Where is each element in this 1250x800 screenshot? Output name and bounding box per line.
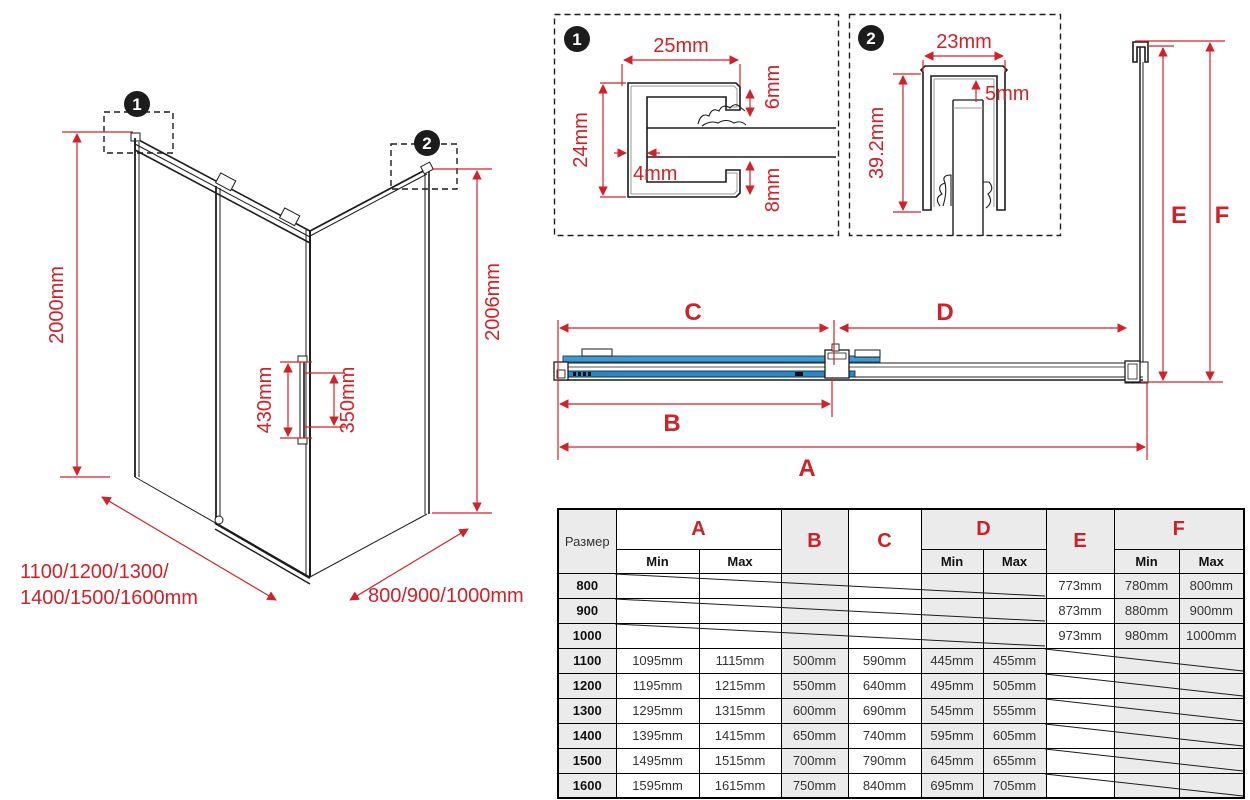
size-cell: 900 <box>558 598 616 623</box>
cell: 973mm <box>1046 623 1114 648</box>
dim-a-label: A <box>798 455 816 482</box>
cell: 1295mm <box>616 698 699 723</box>
dim-350-label: 350mm <box>337 366 359 434</box>
detail1-profile-view <box>550 10 845 240</box>
cell <box>616 573 699 598</box>
cell: 1415mm <box>699 723 781 748</box>
plan-dimensions <box>558 299 1147 482</box>
cell <box>1114 648 1179 673</box>
cell: 645mm <box>921 748 983 773</box>
d-min-header: Min <box>921 549 983 573</box>
table-row <box>558 773 1244 798</box>
cell: 1115mm <box>699 648 781 673</box>
size-cell: 1400 <box>558 723 616 748</box>
cell: 740mm <box>848 723 921 748</box>
cell <box>616 598 699 623</box>
cell <box>699 598 781 623</box>
size-cell: 1500 <box>558 748 616 773</box>
col-e-header: E <box>1046 509 1114 573</box>
cell: 1095mm <box>616 648 699 673</box>
marker1-number: 1 <box>132 95 142 114</box>
col-a-header: A <box>616 509 781 549</box>
cell: 1000mm <box>1179 623 1244 648</box>
sliding-glass-plan <box>565 371 855 377</box>
cell: 600mm <box>781 698 848 723</box>
cell <box>1114 698 1179 723</box>
dim-2000-label: 2000mm <box>46 266 68 344</box>
cell: 1595mm <box>616 773 699 798</box>
cell <box>921 598 983 623</box>
cell: 1195mm <box>616 673 699 698</box>
cell <box>1179 648 1244 673</box>
cell <box>1114 673 1179 698</box>
dim-23-label: 23mm <box>936 31 992 53</box>
cell <box>983 623 1046 648</box>
cell <box>699 623 781 648</box>
table-row <box>558 748 1244 773</box>
cell: 545mm <box>921 698 983 723</box>
f-max-header: Max <box>1179 549 1244 573</box>
dim-d-label: D <box>936 299 954 326</box>
cell <box>1046 698 1114 723</box>
cell <box>1046 748 1114 773</box>
dim-f-label: F <box>1214 202 1230 229</box>
cell: 605mm <box>983 723 1046 748</box>
col-b-header: B <box>781 509 848 573</box>
f-min-header: Min <box>1114 549 1179 573</box>
cell <box>781 573 848 598</box>
dim-2000 <box>46 132 133 477</box>
cell <box>921 623 983 648</box>
cell <box>1046 723 1114 748</box>
size-cell: 1000 <box>558 623 616 648</box>
header-row <box>558 509 1244 549</box>
cell: 1515mm <box>699 748 781 773</box>
dim-2006 <box>432 169 504 513</box>
cell: 495mm <box>921 673 983 698</box>
col-d-header: D <box>921 509 1046 549</box>
cell <box>1114 723 1179 748</box>
cell: 800mm <box>1179 573 1244 598</box>
cell: 505mm <box>983 673 1046 698</box>
cell: 840mm <box>848 773 921 798</box>
detail1-badge: 1 <box>572 30 582 49</box>
detail2-marker <box>391 130 457 189</box>
table-row <box>558 648 1244 673</box>
cell <box>983 598 1046 623</box>
size-cell: 1200 <box>558 673 616 698</box>
cell <box>699 573 781 598</box>
table-row <box>558 698 1244 723</box>
dim-4-label: 4mm <box>633 163 678 185</box>
marker2-number: 2 <box>422 134 432 153</box>
a-max-header: Max <box>699 549 781 573</box>
dim-5-label: 5mm <box>985 83 1030 105</box>
a-min-header: Min <box>616 549 699 573</box>
cell <box>1179 723 1244 748</box>
cell <box>1114 773 1179 798</box>
size-cell: 1600 <box>558 773 616 798</box>
cell: 595mm <box>921 723 983 748</box>
isometric-view <box>0 0 545 660</box>
cell <box>1046 648 1114 673</box>
cell: 900mm <box>1179 598 1244 623</box>
cell: 700mm <box>781 748 848 773</box>
cell: 705mm <box>983 773 1046 798</box>
cell: 1215mm <box>699 673 781 698</box>
track-assembly <box>554 344 1143 382</box>
cell <box>1179 773 1244 798</box>
cell: 455mm <box>983 648 1046 673</box>
size-table-container <box>557 508 1243 799</box>
size-cell: 1100 <box>558 648 616 673</box>
dim-b-label: B <box>663 410 681 437</box>
cell: 873mm <box>1046 598 1114 623</box>
cell: 640mm <box>848 673 921 698</box>
dim-39-label: 39.2mm <box>866 106 888 180</box>
size-cell: 1300 <box>558 698 616 723</box>
cell <box>781 623 848 648</box>
plan-view <box>545 290 1250 495</box>
cell: 590mm <box>848 648 921 673</box>
door-bottom-rail <box>215 516 310 584</box>
cell: 695mm <box>921 773 983 798</box>
cell: 1495mm <box>616 748 699 773</box>
dim-c-label: C <box>684 299 702 326</box>
d-max-header: Max <box>983 549 1046 573</box>
size-table <box>557 508 1245 799</box>
cell: 445mm <box>921 648 983 673</box>
dim-8-label: 8mm <box>762 167 784 213</box>
table-row <box>558 598 1244 623</box>
cell <box>848 598 921 623</box>
col-c-header: C <box>848 509 921 573</box>
cell <box>616 623 699 648</box>
cell: 650mm <box>781 723 848 748</box>
cell <box>1114 748 1179 773</box>
cell <box>921 573 983 598</box>
dim-widths <box>20 497 524 609</box>
cell: 690mm <box>848 698 921 723</box>
cell: 550mm <box>781 673 848 698</box>
dim-2006-label: 2006mm <box>482 263 504 341</box>
cell: 655mm <box>983 748 1046 773</box>
dim-6-label: 6mm <box>762 64 784 110</box>
cell: 555mm <box>983 698 1046 723</box>
cell: 500mm <box>781 648 848 673</box>
cell: 790mm <box>848 748 921 773</box>
table-row <box>558 723 1244 748</box>
dim-430-label: 430mm <box>254 366 276 434</box>
table-row <box>558 573 1244 598</box>
cell: 1315mm <box>699 698 781 723</box>
detail2-badge: 2 <box>866 29 876 48</box>
cell <box>1046 773 1114 798</box>
width-options-line2: 1400/1500/1600mm <box>20 587 198 609</box>
dim-e-label: E <box>1170 202 1188 229</box>
cell <box>1179 673 1244 698</box>
cell <box>1179 698 1244 723</box>
table-row <box>558 673 1244 698</box>
dim-24-label: 24mm <box>570 112 592 168</box>
cell <box>1046 673 1114 698</box>
detail2-profile-view <box>845 10 1067 240</box>
col-f-header: F <box>1114 509 1244 549</box>
cell <box>1179 748 1244 773</box>
size-cell: 800 <box>558 573 616 598</box>
cell: 880mm <box>1114 598 1179 623</box>
dim-25-label: 25mm <box>653 35 709 57</box>
cell <box>848 623 921 648</box>
cell: 1395mm <box>616 723 699 748</box>
cell: 1615mm <box>699 773 781 798</box>
cell <box>848 573 921 598</box>
side-panel <box>310 162 433 577</box>
cell: 750mm <box>781 773 848 798</box>
cell <box>781 598 848 623</box>
cell: 780mm <box>1114 573 1179 598</box>
cell: 980mm <box>1114 623 1179 648</box>
cell <box>983 573 1046 598</box>
size-header-cell: Размер <box>558 509 616 573</box>
cell: 773mm <box>1046 573 1114 598</box>
table-row <box>558 623 1244 648</box>
depth-options: 800/900/1000mm <box>368 585 524 607</box>
front-glass-panels <box>135 138 310 577</box>
width-options-line1: 1100/1200/1300/ <box>20 561 169 583</box>
